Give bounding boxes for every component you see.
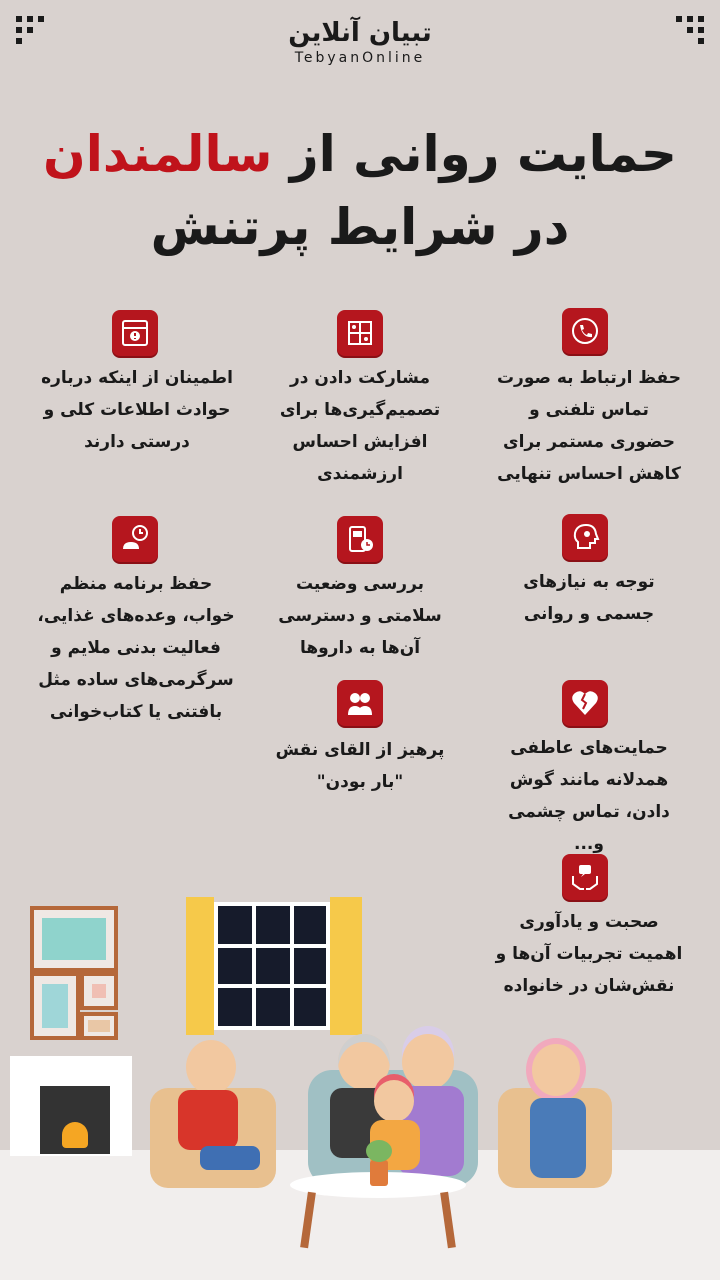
schedule-meal-icon [112, 516, 158, 562]
brand-name-fa: تبیان آنلاین [288, 18, 432, 48]
tip-item: حمایت‌های عاطفی همدلانه مانند گوش دادن، تماس چشمی و... [508, 738, 670, 854]
woman-figure [532, 1044, 580, 1096]
elderly-couple-icon [337, 680, 383, 726]
tip-item: پرهیز از القای نقش "بار بودن" [275, 740, 445, 792]
wall-picture [80, 1012, 118, 1040]
wall-picture [30, 972, 80, 1040]
plant-leaves [366, 1140, 392, 1162]
tip-item: بررسی وضعیت سلامتی و دسترسی آن‌ها به داروها [278, 574, 442, 658]
head-care-icon [562, 514, 608, 560]
wall-picture [30, 906, 118, 972]
alert-document-icon [112, 310, 158, 356]
decision-board-icon [337, 310, 383, 356]
tip-item: حفظ برنامه منظم خواب، وعده‌های غذایی، فعالیت بدنی ملایم و سرگرمی‌های ساده مثل بافتنی یا کتاب‌خوانی [37, 574, 235, 722]
tip-item: توجه به نیازهای جسمی و روانی [523, 572, 655, 624]
brand-logo [0, 18, 720, 66]
talk-hands-icon [562, 854, 608, 900]
broken-heart-icon [562, 680, 608, 726]
curtain-left [186, 897, 214, 1035]
title-highlight: سالمندان [43, 125, 273, 183]
phone-icon [562, 308, 608, 354]
grandmother-figure [402, 1034, 454, 1090]
woman-body [530, 1098, 586, 1178]
man-figure [186, 1040, 236, 1094]
man-jeans [200, 1146, 260, 1170]
plant-pot [370, 1160, 388, 1186]
brand-name-en: TebyanOnline [294, 50, 426, 66]
curtain-right [330, 897, 362, 1035]
page-title-line2: در شرایط پرتنش [150, 198, 570, 256]
fireplace [10, 1056, 132, 1156]
window [214, 902, 330, 1030]
man-shirt [178, 1090, 238, 1150]
health-device-icon [337, 516, 383, 562]
child-figure [374, 1080, 414, 1122]
tip-item: مشارکت دادن در تصمیم‌گیری‌ها برای افزایش احساس ارزشمندی [279, 368, 441, 484]
page-title-line1 [0, 125, 720, 183]
tip-item: حفظ ارتباط به صورت تماس تلفنی و حضوری مستمر برای کاهش احساس تنهایی [496, 368, 682, 484]
title-text: حمایت روانی از [272, 125, 677, 183]
wall-picture [80, 972, 118, 1010]
tip-item: اطمینان از اینکه درباره حوادث اطلاعات کلی و درستی دارند [41, 368, 233, 452]
tip-item: صحبت و یادآوری اهمیت تجربیات آن‌ها و نقش‌شان در خانواده [495, 912, 683, 996]
grandfather-figure [338, 1034, 390, 1090]
